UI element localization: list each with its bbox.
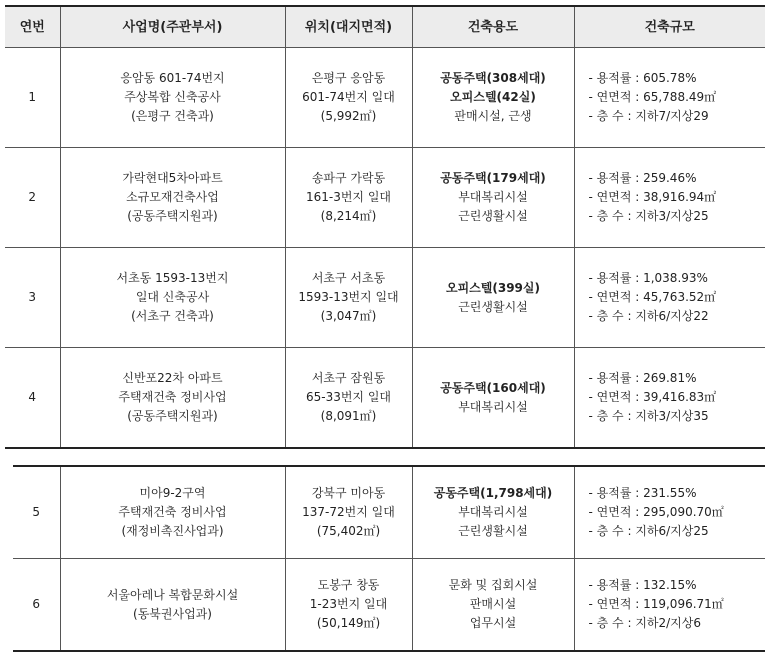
cell-no: 6 xyxy=(13,559,60,652)
cell-building-scale xyxy=(574,148,765,248)
cell-building-scale-line: - 층 수 : 지하6/지상25 xyxy=(588,524,709,538)
cell-building-use-line: 오피스텔(399실) xyxy=(446,280,540,295)
cell-project-name-line: 일대 신축공사 xyxy=(135,290,210,304)
cell-location-line: 161-3번지 일대 xyxy=(305,190,392,204)
cell-project-name-line: (공동주택지원과) xyxy=(127,209,218,223)
table-row xyxy=(5,148,765,248)
cell-location-line: 서초구 잠원동 xyxy=(311,371,386,385)
cell-project-name-line: 주상복합 신축공사 xyxy=(124,90,221,104)
table-row xyxy=(5,348,765,449)
cell-building-scale-line: - 용적률 : 1,038.93% xyxy=(588,271,708,285)
cell-location-line: (3,047㎡) xyxy=(320,309,377,323)
cell-building-use-line: 공동주택(308세대) xyxy=(440,71,546,85)
cell-building-use-line: 근린생활시설 xyxy=(458,209,528,223)
cell-building-scale-line: - 층 수 : 지하6/지상22 xyxy=(588,309,709,323)
projects-table-upper xyxy=(5,5,765,449)
cell-project-name xyxy=(60,466,285,559)
cell-building-use-line: 오피스텔(42실) xyxy=(450,90,536,104)
cell-project-name-line: (동북권사업과) xyxy=(133,606,212,621)
cell-project-name-line: 서울아레나 복합문화시설 xyxy=(106,587,239,602)
cell-building-use-line: 근린생활시설 xyxy=(458,299,528,314)
cell-location xyxy=(285,559,412,652)
cell-project-name-line: (은평구 건축과) xyxy=(131,109,214,123)
cell-building-scale-line: - 연면적 : 295,090.70㎡ xyxy=(588,505,724,519)
cell-location xyxy=(285,348,412,449)
cell-project-name xyxy=(60,48,285,148)
cell-project-name xyxy=(60,248,285,348)
cell-building-scale-line: - 층 수 : 지하2/지상6 xyxy=(588,616,701,630)
cell-building-scale-line: - 용적률 : 269.81% xyxy=(588,371,697,385)
cell-building-use-line: 부대복리시설 xyxy=(458,399,528,414)
cell-building-use-line: 문화 및 집회시설 xyxy=(448,578,538,592)
cell-location xyxy=(285,466,412,559)
cell-project-name-line: 서초동 1593-13번지 xyxy=(116,271,229,285)
table-row xyxy=(13,466,765,559)
cell-project-name-line: 소규모재건축사업 xyxy=(126,190,219,204)
cell-building-scale-line: - 층 수 : 지하7/지상29 xyxy=(588,109,709,123)
cell-location-line: 은평구 응암동 xyxy=(311,71,386,85)
cell-project-name-line: 주택재건축 정비사업 xyxy=(118,390,227,404)
cell-project-name-line: 미아9-2구역 xyxy=(139,486,206,500)
projects-table-lower xyxy=(13,465,765,652)
header-building-use: 건축용도 xyxy=(412,6,574,48)
header-building-scale: 건축규모 xyxy=(574,6,765,48)
cell-building-use-line: 부대복리시설 xyxy=(458,505,528,519)
cell-building-use-line: 공동주택(1,798세대) xyxy=(433,486,553,500)
cell-building-scale-line: - 용적률 : 132.15% xyxy=(588,578,697,592)
cell-project-name-line: 가락현대5차아파트 xyxy=(122,171,223,185)
cell-building-scale-line: - 연면적 : 65,788.49㎡ xyxy=(588,90,717,104)
table-row xyxy=(13,559,765,652)
cell-building-scale xyxy=(574,348,765,449)
cell-building-scale xyxy=(574,466,765,559)
table-row xyxy=(5,48,765,148)
cell-building-scale xyxy=(574,559,765,652)
cell-no: 3 xyxy=(5,248,60,348)
table-row xyxy=(5,248,765,348)
cell-building-scale xyxy=(574,248,765,348)
cell-project-name xyxy=(60,148,285,248)
cell-location xyxy=(285,48,412,148)
cell-building-use xyxy=(412,466,574,559)
cell-location-line: (75,402㎡) xyxy=(316,524,381,538)
cell-building-scale-line: - 연면적 : 45,763.52㎡ xyxy=(588,290,717,304)
cell-location-line: 601-74번지 일대 xyxy=(302,90,395,104)
cell-building-use xyxy=(412,248,574,348)
cell-location xyxy=(285,248,412,348)
cell-project-name-line: 주택재건축 정비사업 xyxy=(118,505,227,519)
cell-location-line: 137-72번지 일대 xyxy=(302,505,395,519)
cell-project-name-line: (공동주택지원과) xyxy=(127,409,218,423)
cell-location-line: (50,149㎡) xyxy=(316,616,381,630)
cell-building-use-line: 부대복리시설 xyxy=(458,190,528,204)
cell-building-scale xyxy=(574,48,765,148)
cell-building-use-line: 업무시설 xyxy=(469,616,517,630)
cell-location-line: 도봉구 창동 xyxy=(317,578,380,592)
header-project-name: 사업명(주관부서) xyxy=(60,6,285,48)
cell-building-use-line: 판매시설 xyxy=(469,597,517,611)
cell-no: 2 xyxy=(5,148,60,248)
header-no: 연번 xyxy=(5,6,60,48)
cell-building-scale-line: - 용적률 : 605.78% xyxy=(588,71,697,85)
cell-project-name-line: (서초구 건축과) xyxy=(131,309,214,323)
cell-project-name-line: (재정비촉진사업과) xyxy=(121,524,224,538)
cell-building-use xyxy=(412,559,574,652)
cell-location-line: 강북구 미아동 xyxy=(311,486,386,500)
cell-building-use-line: 판매시설, 근생 xyxy=(454,109,532,123)
cell-building-use-line: 공동주택(179세대) xyxy=(440,171,546,185)
cell-location-line: (5,992㎡) xyxy=(320,109,377,123)
cell-no: 4 xyxy=(5,348,60,449)
cell-no: 1 xyxy=(5,48,60,148)
cell-building-use-line: 근린생활시설 xyxy=(458,524,528,538)
cell-building-scale-line: - 연면적 : 38,916.94㎡ xyxy=(588,190,717,204)
cell-location-line: 1-23번지 일대 xyxy=(309,597,388,611)
table-header-row xyxy=(5,6,765,48)
cell-project-name xyxy=(60,559,285,652)
cell-project-name-line: 응암동 601-74번지 xyxy=(120,71,225,85)
cell-building-use xyxy=(412,48,574,148)
cell-location-line: 송파구 가락동 xyxy=(311,171,386,185)
cell-building-scale-line: - 연면적 : 39,416.83㎡ xyxy=(588,390,717,404)
cell-building-scale-line: - 층 수 : 지하3/지상35 xyxy=(588,409,709,423)
cell-project-name-line: 신반포22차 아파트 xyxy=(122,371,223,385)
cell-building-use xyxy=(412,148,574,248)
cell-location-line: (8,091㎡) xyxy=(320,409,377,423)
cell-location-line: 1593-13번지 일대 xyxy=(298,290,399,304)
cell-location-line: (8,214㎡) xyxy=(320,209,377,223)
cell-no: 5 xyxy=(13,466,60,559)
cell-building-scale-line: - 층 수 : 지하3/지상25 xyxy=(588,209,709,223)
cell-location-line: 65-33번지 일대 xyxy=(305,390,392,404)
cell-building-use xyxy=(412,348,574,449)
cell-building-scale-line: - 용적률 : 259.46% xyxy=(588,171,697,185)
cell-building-scale-line: - 연면적 : 119,096.71㎡ xyxy=(588,597,724,611)
cell-location xyxy=(285,148,412,248)
cell-building-scale-line: - 용적률 : 231.55% xyxy=(588,486,697,500)
cell-location-line: 서초구 서초동 xyxy=(311,271,386,285)
cell-project-name xyxy=(60,348,285,449)
header-location: 위치(대지면적) xyxy=(285,6,412,48)
cell-building-use-line: 공동주택(160세대) xyxy=(440,380,546,395)
